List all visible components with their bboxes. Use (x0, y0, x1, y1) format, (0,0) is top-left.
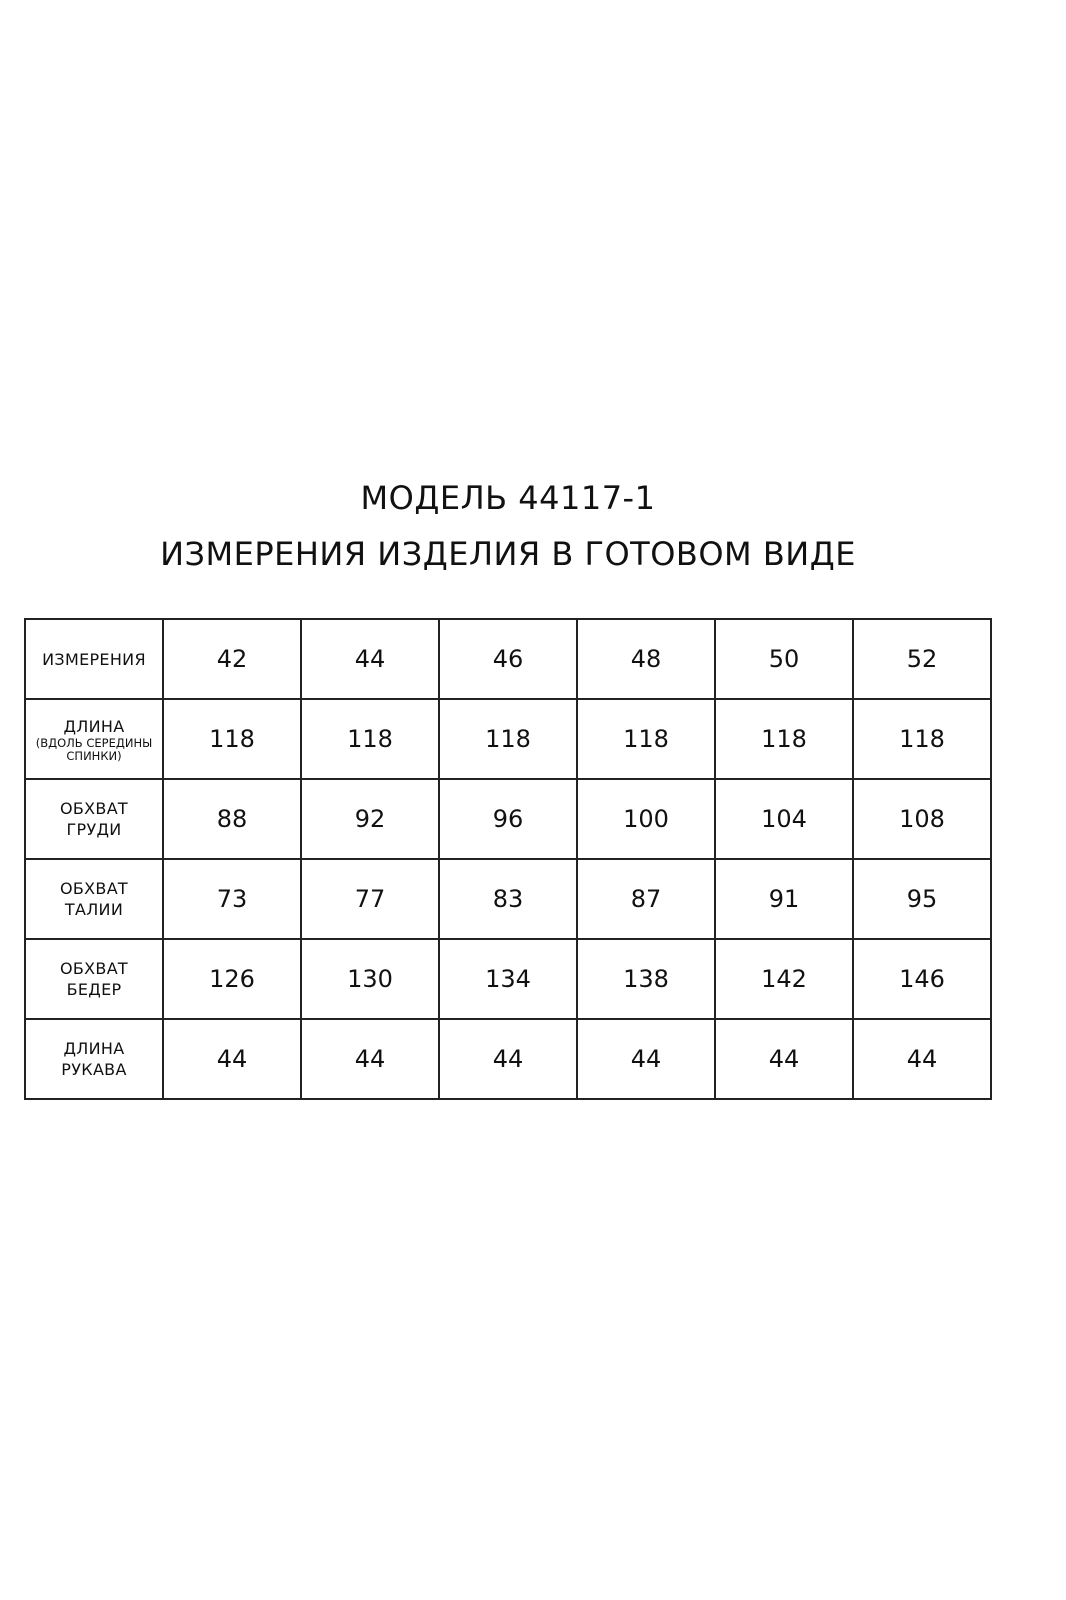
size-cell: 48 (577, 619, 715, 699)
value-cell: 118 (577, 699, 715, 779)
value-cell: 108 (853, 779, 991, 859)
row-label-cell (25, 859, 163, 939)
value-cell: 44 (439, 1019, 577, 1099)
value-cell: 104 (715, 779, 853, 859)
row-label: ТАЛИИ (64, 900, 124, 919)
value-cell: 44 (853, 1019, 991, 1099)
value-cell: 118 (853, 699, 991, 779)
row-label: РУКАВА (61, 1060, 127, 1079)
table-row (25, 859, 991, 939)
value-cell: 87 (577, 859, 715, 939)
table-row (25, 939, 991, 1019)
value-cell: 100 (577, 779, 715, 859)
value-cell: 92 (301, 779, 439, 859)
header-label-cell: ИЗМЕРЕНИЯ (25, 619, 163, 699)
row-label-cell (25, 779, 163, 859)
value-cell: 44 (301, 1019, 439, 1099)
row-label: ОБХВАТ (59, 959, 129, 978)
value-cell: 118 (163, 699, 301, 779)
value-cell: 73 (163, 859, 301, 939)
table-row (25, 1019, 991, 1099)
row-label: ОБХВАТ (59, 799, 129, 818)
row-label-cell (25, 699, 163, 779)
size-table (24, 618, 992, 1100)
value-cell: 44 (163, 1019, 301, 1099)
row-label-cell (25, 1019, 163, 1099)
row-label-note: СПИНКИ) (66, 748, 122, 763)
row-label: БЕДЕР (66, 980, 122, 999)
size-cell: 46 (439, 619, 577, 699)
value-cell: 77 (301, 859, 439, 939)
model-title: МОДЕЛЬ 44117-1 (360, 479, 656, 517)
value-cell: 138 (577, 939, 715, 1019)
value-cell: 88 (163, 779, 301, 859)
value-cell: 44 (715, 1019, 853, 1099)
value-cell: 118 (301, 699, 439, 779)
row-label: ГРУДИ (66, 820, 122, 839)
value-cell: 134 (439, 939, 577, 1019)
title-block (0, 470, 1016, 582)
subtitle: ИЗМЕРЕНИЯ ИЗДЕЛИЯ В ГОТОВОМ ВИДЕ (160, 535, 856, 573)
row-label: ДЛИНА (63, 716, 125, 736)
row-label: ДЛИНА (63, 1039, 125, 1058)
value-cell: 130 (301, 939, 439, 1019)
row-label: ОБХВАТ (59, 879, 129, 898)
table-header-row (25, 619, 991, 699)
size-cell: 44 (301, 619, 439, 699)
table-row (25, 779, 991, 859)
size-cell: 50 (715, 619, 853, 699)
table-row (25, 699, 991, 779)
value-cell: 44 (577, 1019, 715, 1099)
value-cell: 96 (439, 779, 577, 859)
value-cell: 118 (715, 699, 853, 779)
value-cell: 91 (715, 859, 853, 939)
value-cell: 95 (853, 859, 991, 939)
value-cell: 146 (853, 939, 991, 1019)
value-cell: 142 (715, 939, 853, 1019)
value-cell: 83 (439, 859, 577, 939)
value-cell: 126 (163, 939, 301, 1019)
size-cell: 42 (163, 619, 301, 699)
value-cell: 118 (439, 699, 577, 779)
row-label-note: (ВДОЛЬ СЕРЕДИНЫ (35, 735, 153, 750)
size-cell: 52 (853, 619, 991, 699)
row-label-cell (25, 939, 163, 1019)
